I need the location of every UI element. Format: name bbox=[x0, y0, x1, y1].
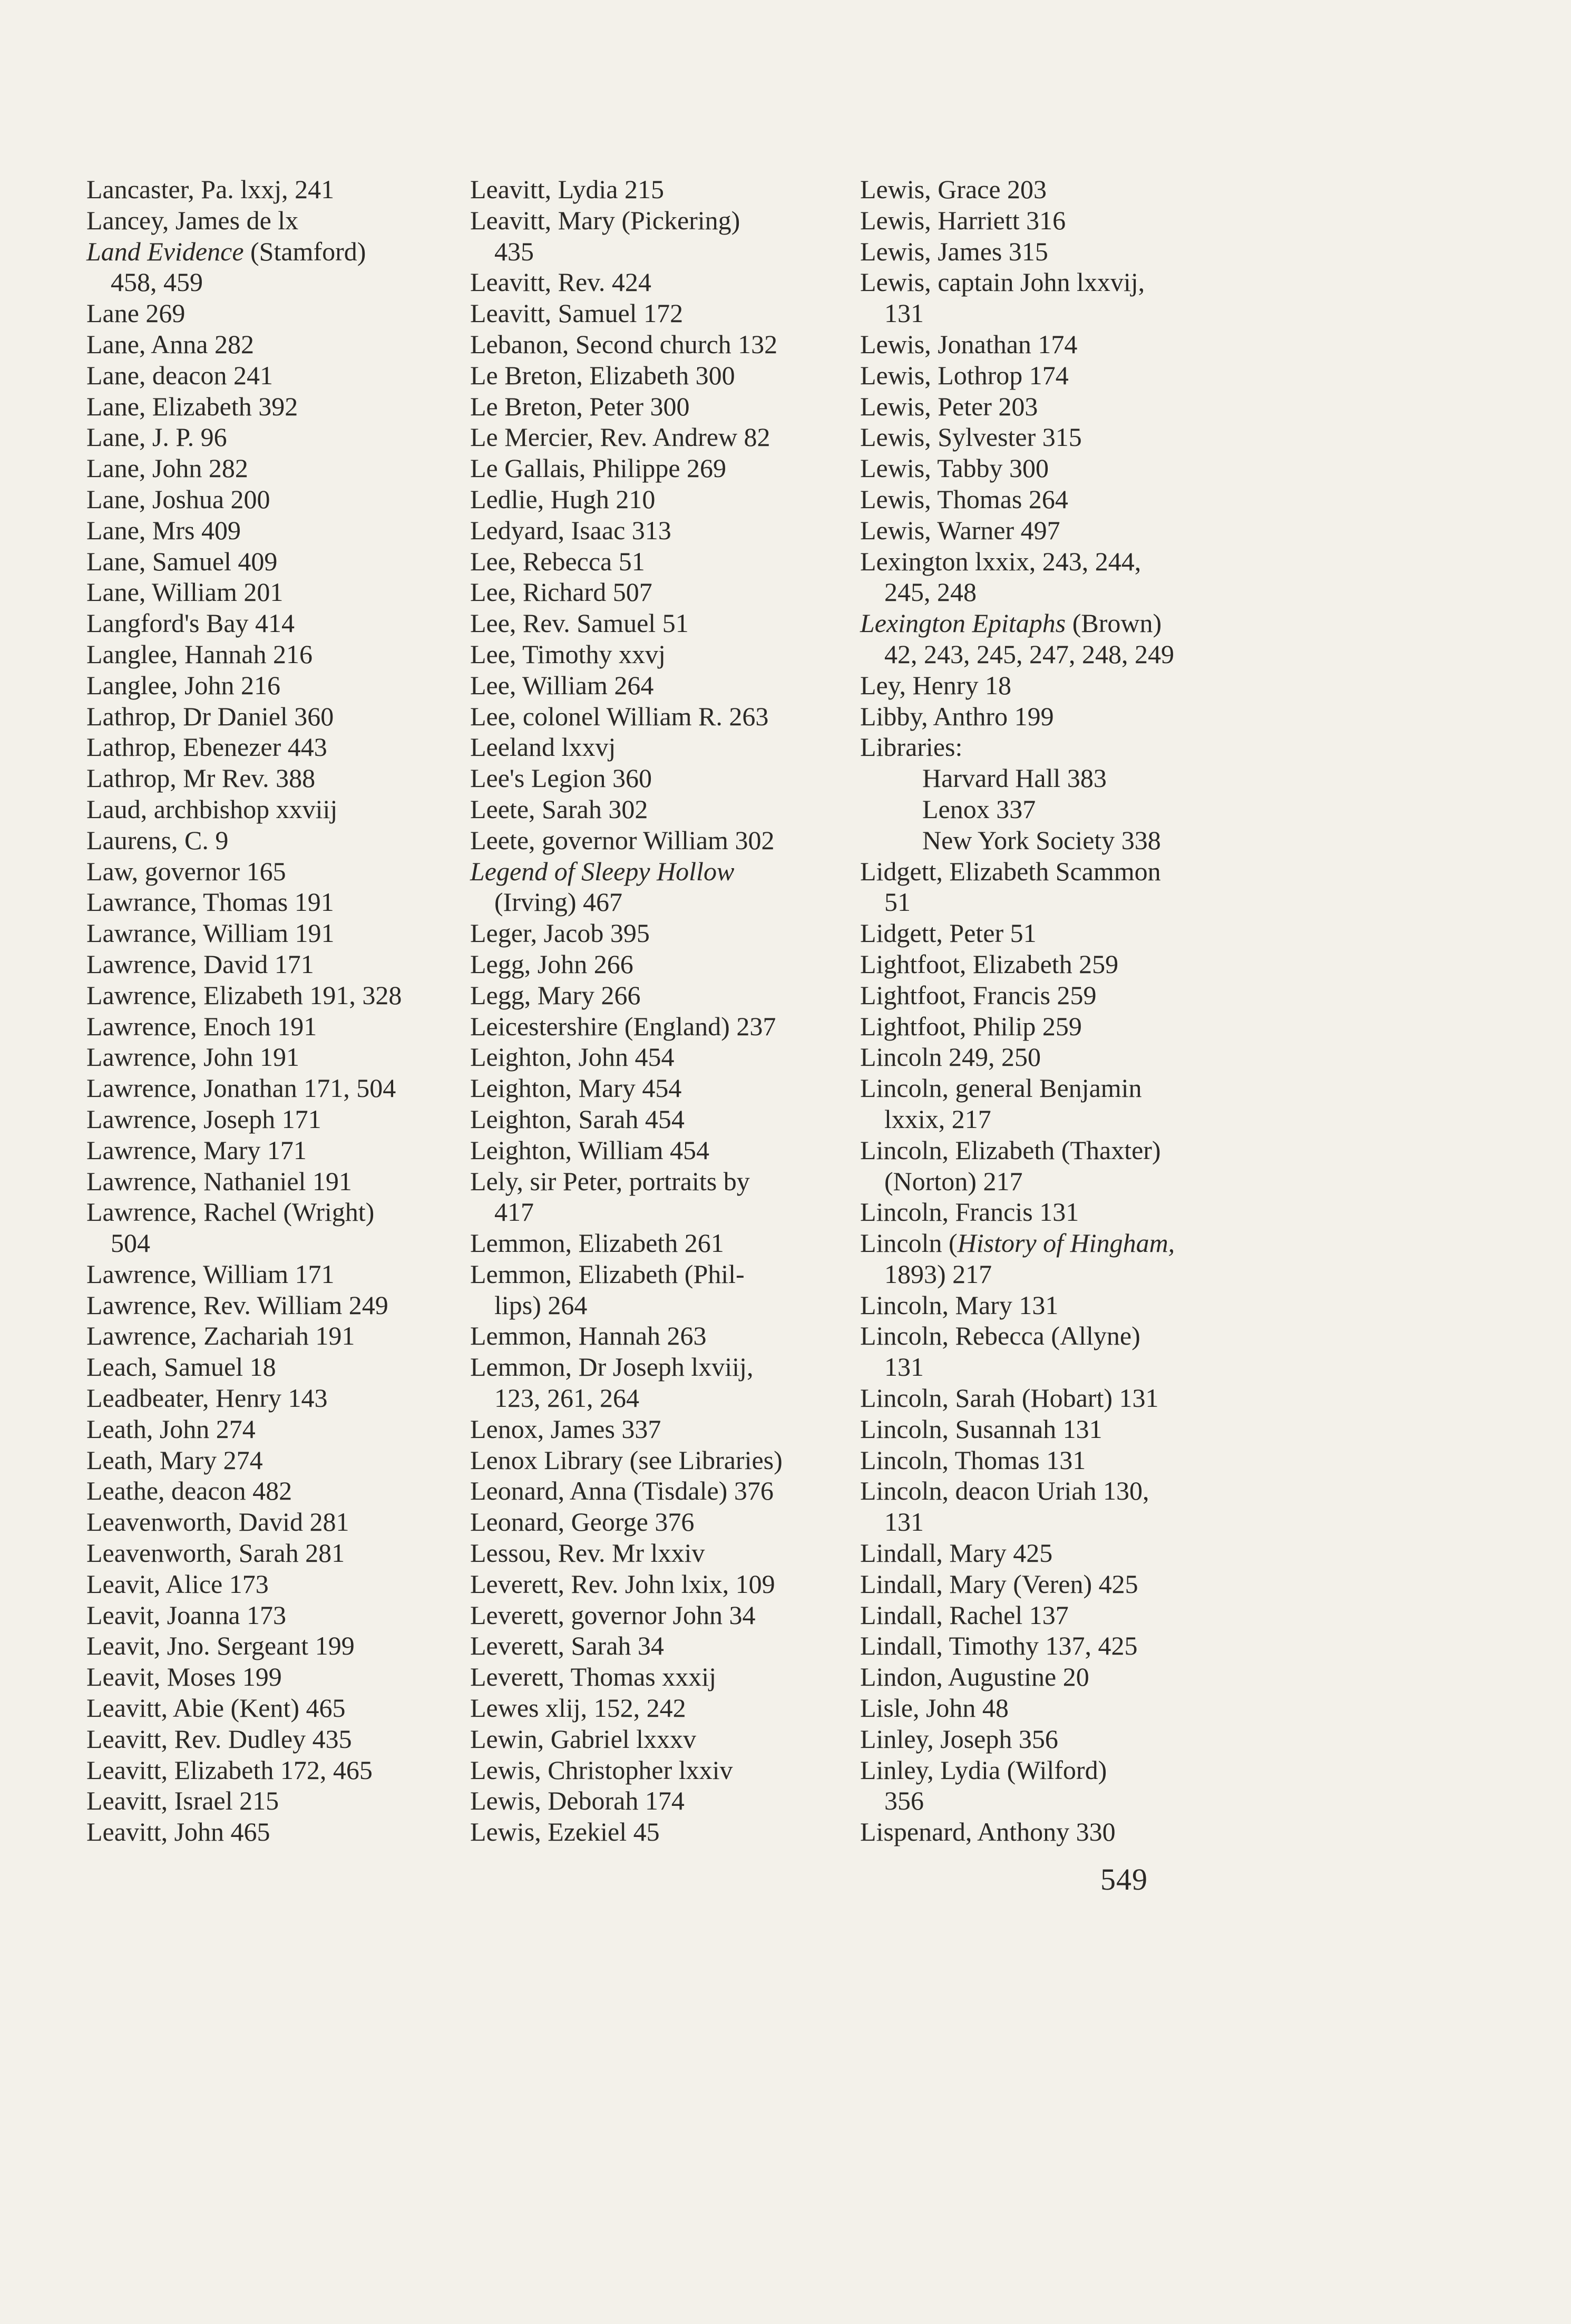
index-entry: Lawrence, Rachel (Wright) bbox=[86, 1197, 375, 1227]
index-entry: Laurens, C. 9 bbox=[86, 825, 229, 855]
index-entry: Lathrop, Mr Rev. 388 bbox=[86, 763, 316, 793]
index-entry: Leavitt, Israel 215 bbox=[86, 1786, 279, 1816]
index-entry-continuation: 1893) 217 bbox=[884, 1259, 992, 1289]
index-entry: Leavitt, John 465 bbox=[86, 1817, 270, 1847]
index-entry: Lenox, James 337 bbox=[470, 1414, 661, 1444]
index-entry: Lincoln, Susannah 131 bbox=[860, 1414, 1102, 1444]
index-entry-continuation: 131 bbox=[884, 298, 924, 328]
index-entry: Leverett, Sarah 34 bbox=[470, 1631, 664, 1661]
index-entry: Ledlie, Hugh 210 bbox=[470, 484, 656, 514]
index-entry: Lewis, Warner 497 bbox=[860, 515, 1060, 545]
page-number: 549 bbox=[1100, 1862, 1148, 1897]
index-entry: Lathrop, Dr Daniel 360 bbox=[86, 701, 334, 731]
index-entry: Leicestershire (England) 237 bbox=[470, 1011, 776, 1041]
index-entry: Lexington lxxix, 243, 244, bbox=[860, 546, 1141, 576]
index-entry: Lane, John 282 bbox=[86, 453, 248, 483]
index-entry: Leverett, Thomas xxxij bbox=[470, 1662, 717, 1692]
index-entry: Leete, governor William 302 bbox=[470, 825, 775, 855]
index-entry: Lewis, Jonathan 174 bbox=[860, 329, 1078, 359]
index-entry: Lee, Timothy xxvj bbox=[470, 639, 666, 669]
index-entry: Lewis, Christopher lxxiv bbox=[470, 1755, 733, 1785]
index-entry: Lewis, Lothrop 174 bbox=[860, 360, 1069, 390]
index-entry: Lawrence, Zachariah 191 bbox=[86, 1321, 355, 1351]
index-entry: Linley, Lydia (Wilford) bbox=[860, 1755, 1107, 1785]
index-entry: Lincoln 249, 250 bbox=[860, 1042, 1041, 1072]
index-entry: Leavit, Jno. Sergeant 199 bbox=[86, 1631, 355, 1661]
index-entry: Lane 269 bbox=[86, 298, 186, 328]
index-entry: Lemmon, Elizabeth 261 bbox=[470, 1228, 724, 1258]
index-entry: Le Breton, Elizabeth 300 bbox=[470, 360, 735, 390]
index-entry-continuation: 42, 243, 245, 247, 248, 249 bbox=[884, 639, 1174, 669]
index-entry: Lewis, Sylvester 315 bbox=[860, 422, 1082, 452]
index-entry: Lawrence, William 171 bbox=[86, 1259, 335, 1289]
index-entry: Lawrence, Enoch 191 bbox=[86, 1011, 317, 1041]
index-entry: Leathe, deacon 482 bbox=[86, 1476, 292, 1506]
index-entry: Leavitt, Samuel 172 bbox=[470, 298, 684, 328]
index-entry-continuation: 458, 459 bbox=[111, 267, 203, 297]
index-entry: Lindall, Mary 425 bbox=[860, 1538, 1053, 1568]
index-entry: Lee's Legion 360 bbox=[470, 763, 652, 793]
index-entry: Lewis, James 315 bbox=[860, 236, 1048, 266]
index-entry: Leach, Samuel 18 bbox=[86, 1352, 276, 1382]
index-entry: Lightfoot, Elizabeth 259 bbox=[860, 949, 1119, 979]
index-entry: Leger, Jacob 395 bbox=[470, 918, 650, 948]
index-entry-continuation: lips) 264 bbox=[494, 1290, 588, 1320]
index-entry: Leighton, John 454 bbox=[470, 1042, 675, 1072]
index-entry: Legend of Sleepy Hollow bbox=[470, 856, 735, 886]
index-entry: Leonard, George 376 bbox=[470, 1507, 695, 1537]
index-entry-continuation: 131 bbox=[884, 1507, 924, 1537]
index-entry: Lispenard, Anthony 330 bbox=[860, 1817, 1116, 1847]
index-entry: Lewis, captain John lxxvij, bbox=[860, 267, 1145, 297]
index-entry-continuation: (Irving) 467 bbox=[494, 887, 622, 917]
index-entry: Leavitt, Rev. 424 bbox=[470, 267, 651, 297]
index-entry: Lee, Rebecca 51 bbox=[470, 546, 645, 576]
index-entry: Leath, Mary 274 bbox=[86, 1445, 263, 1475]
index-entry: Libby, Anthro 199 bbox=[860, 701, 1054, 731]
index-entry: Leighton, William 454 bbox=[470, 1135, 709, 1165]
index-entry: Lawrence, David 171 bbox=[86, 949, 314, 979]
index-entry: Lessou, Rev. Mr lxxiv bbox=[470, 1538, 705, 1568]
index-entry: Lawrence, Jonathan 171, 504 bbox=[86, 1073, 396, 1103]
index-entry: Lawrence, John 191 bbox=[86, 1042, 300, 1072]
index-entry: Lincoln, Elizabeth (Thaxter) bbox=[860, 1135, 1161, 1165]
index-entry: Lee, William 264 bbox=[470, 670, 654, 700]
index-entry: Langlee, Hannah 216 bbox=[86, 639, 313, 669]
index-entry: Lewis, Thomas 264 bbox=[860, 484, 1068, 514]
index-entry: Lewis, Ezekiel 45 bbox=[470, 1817, 660, 1847]
index-entry: Leeland lxxvj bbox=[470, 732, 616, 762]
index-entry: Lane, Samuel 409 bbox=[86, 546, 278, 576]
index-entry: Lincoln, general Benjamin bbox=[860, 1073, 1142, 1103]
index-entry-continuation: 417 bbox=[494, 1197, 534, 1227]
index-entry: Lane, Elizabeth 392 bbox=[86, 391, 298, 421]
index-entry: Leete, Sarah 302 bbox=[470, 794, 648, 824]
index-entry: Lindall, Timothy 137, 425 bbox=[860, 1631, 1138, 1661]
index-entry: Ledyard, Isaac 313 bbox=[470, 515, 671, 545]
index-subentry: Harvard Hall 383 bbox=[922, 763, 1107, 793]
index-entry: Lisle, John 48 bbox=[860, 1693, 1009, 1723]
index-entry: Lancaster, Pa. lxxj, 241 bbox=[86, 174, 335, 204]
index-entry: Laud, archbishop xxviij bbox=[86, 794, 338, 824]
index-entry: Lincoln, deacon Uriah 130, bbox=[860, 1476, 1149, 1506]
index-entry: Le Gallais, Philippe 269 bbox=[470, 453, 727, 483]
index-entry: Lemmon, Dr Joseph lxviij, bbox=[470, 1352, 754, 1382]
index-entry-continuation: 245, 248 bbox=[884, 577, 977, 607]
index-entry: Lewis, Grace 203 bbox=[860, 174, 1047, 204]
index-entry-continuation: 504 bbox=[111, 1228, 150, 1258]
index-entry: Lidgett, Elizabeth Scammon bbox=[860, 856, 1161, 886]
index-entry: Langlee, John 216 bbox=[86, 670, 280, 700]
index-entry: Lindon, Augustine 20 bbox=[860, 1662, 1089, 1692]
index-entry: Leavitt, Elizabeth 172, 465 bbox=[86, 1755, 373, 1785]
index-entry: Lee, Richard 507 bbox=[470, 577, 652, 607]
index-entry-continuation: 51 bbox=[884, 887, 911, 917]
index-entry: Legg, Mary 266 bbox=[470, 980, 641, 1010]
index-entry: Lebanon, Second church 132 bbox=[470, 329, 778, 359]
index-entry: Langford's Bay 414 bbox=[86, 608, 295, 638]
index-entry: Lenox Library (see Libraries) bbox=[470, 1445, 783, 1475]
index-entry: Lewis, Harriett 316 bbox=[860, 205, 1066, 235]
index-entry: Leadbeater, Henry 143 bbox=[86, 1383, 328, 1413]
index-subentry: New York Society 338 bbox=[922, 825, 1161, 855]
index-entry: Lane, J. P. 96 bbox=[86, 422, 227, 452]
index-column-3 bbox=[860, 174, 1229, 1847]
index-entry: Leavit, Joanna 173 bbox=[86, 1600, 287, 1630]
index-entry: Leonard, Anna (Tisdale) 376 bbox=[470, 1476, 774, 1506]
index-entry: Leavit, Moses 199 bbox=[86, 1662, 282, 1692]
index-entry: Lane, deacon 241 bbox=[86, 360, 274, 390]
index-entry: Lawrence, Elizabeth 191, 328 bbox=[86, 980, 402, 1010]
index-entry: Ley, Henry 18 bbox=[860, 670, 1011, 700]
index-entry: Land Evidence (Stamford) bbox=[86, 236, 366, 266]
index-entry: Lincoln, Mary 131 bbox=[860, 1290, 1059, 1320]
index-entry-continuation: lxxix, 217 bbox=[884, 1104, 991, 1134]
index-entry: Legg, John 266 bbox=[470, 949, 633, 979]
index-entry: Lincoln, Thomas 131 bbox=[860, 1445, 1086, 1475]
index-entry: Le Mercier, Rev. Andrew 82 bbox=[470, 422, 770, 452]
index-entry-continuation: 435 bbox=[494, 236, 534, 266]
index-entry: Leavenworth, David 281 bbox=[86, 1507, 349, 1537]
index-entry: Leavitt, Mary (Pickering) bbox=[470, 205, 740, 235]
index-entry: Lidgett, Peter 51 bbox=[860, 918, 1037, 948]
index-entry: Law, governor 165 bbox=[86, 856, 286, 886]
index-entry: Lewis, Tabby 300 bbox=[860, 453, 1049, 483]
index-entry: Lexington Epitaphs (Brown) bbox=[860, 608, 1162, 638]
index-entry: Lawrence, Mary 171 bbox=[86, 1135, 307, 1165]
index-entry: Leavit, Alice 173 bbox=[86, 1569, 269, 1599]
index-subentry: Lenox 337 bbox=[922, 794, 1036, 824]
index-entry: Lightfoot, Philip 259 bbox=[860, 1011, 1082, 1041]
index-entry: Lee, colonel William R. 263 bbox=[470, 701, 769, 731]
index-entry: Leighton, Sarah 454 bbox=[470, 1104, 685, 1134]
index-entry: Lane, Joshua 200 bbox=[86, 484, 270, 514]
index-entry: Lane, William 201 bbox=[86, 577, 284, 607]
index-entry: Le Breton, Peter 300 bbox=[470, 391, 690, 421]
index-entry: Lincoln, Francis 131 bbox=[860, 1197, 1079, 1227]
index-entry: Lane, Mrs 409 bbox=[86, 515, 241, 545]
index-entry: Lincoln, Rebecca (Allyne) bbox=[860, 1321, 1140, 1351]
index-entry: Lely, sir Peter, portraits by bbox=[470, 1166, 750, 1196]
index-entry: Lancey, James de lx bbox=[86, 205, 299, 235]
index-entry: Libraries: bbox=[860, 732, 963, 762]
index-entry: Lathrop, Ebenezer 443 bbox=[86, 732, 327, 762]
index-column-1 bbox=[86, 174, 455, 1847]
index-entry: Lawrence, Joseph 171 bbox=[86, 1104, 321, 1134]
index-entry: Lincoln, Sarah (Hobart) 131 bbox=[860, 1383, 1159, 1413]
index-entry: Leighton, Mary 454 bbox=[470, 1073, 682, 1103]
index-entry: Linley, Joseph 356 bbox=[860, 1724, 1058, 1754]
index-entry: Lemmon, Elizabeth (Phil- bbox=[470, 1259, 745, 1289]
index-entry: Leavitt, Abie (Kent) 465 bbox=[86, 1693, 346, 1723]
index-entry: Lawrance, Thomas 191 bbox=[86, 887, 334, 917]
index-entry: Leverett, Rev. John lxix, 109 bbox=[470, 1569, 775, 1599]
index-entry: Leverett, governor John 34 bbox=[470, 1600, 756, 1630]
index-entry: Leavitt, Rev. Dudley 435 bbox=[86, 1724, 352, 1754]
index-entry: Lewis, Peter 203 bbox=[860, 391, 1038, 421]
index-entry: Lawrence, Nathaniel 191 bbox=[86, 1166, 352, 1196]
index-entry: Lee, Rev. Samuel 51 bbox=[470, 608, 689, 638]
index-entry-continuation: 123, 261, 264 bbox=[494, 1383, 639, 1413]
index-entry: Leavitt, Lydia 215 bbox=[470, 174, 664, 204]
index-entry: Lindall, Mary (Veren) 425 bbox=[860, 1569, 1138, 1599]
index-entry: Lawrence, Rev. William 249 bbox=[86, 1290, 388, 1320]
index-entry: Lightfoot, Francis 259 bbox=[860, 980, 1097, 1010]
index-column-2 bbox=[470, 174, 839, 1847]
index-entry: Lane, Anna 282 bbox=[86, 329, 254, 359]
index-entry: Leavenworth, Sarah 281 bbox=[86, 1538, 345, 1568]
index-entry-continuation: (Norton) 217 bbox=[884, 1166, 1023, 1196]
index-entry-continuation: 131 bbox=[884, 1352, 924, 1382]
index-entry: Lewis, Deborah 174 bbox=[470, 1786, 685, 1816]
index-entry: Lewin, Gabriel lxxxv bbox=[470, 1724, 697, 1754]
index-entry-continuation: 356 bbox=[884, 1786, 924, 1816]
index-entry: Lincoln (History of Hingham, bbox=[860, 1228, 1175, 1258]
index-entry: Lindall, Rachel 137 bbox=[860, 1600, 1069, 1630]
index-entry: Leath, John 274 bbox=[86, 1414, 256, 1444]
index-entry: Lemmon, Hannah 263 bbox=[470, 1321, 707, 1351]
index-entry: Lewes xlij, 152, 242 bbox=[470, 1693, 686, 1723]
index-entry: Lawrance, William 191 bbox=[86, 918, 335, 948]
